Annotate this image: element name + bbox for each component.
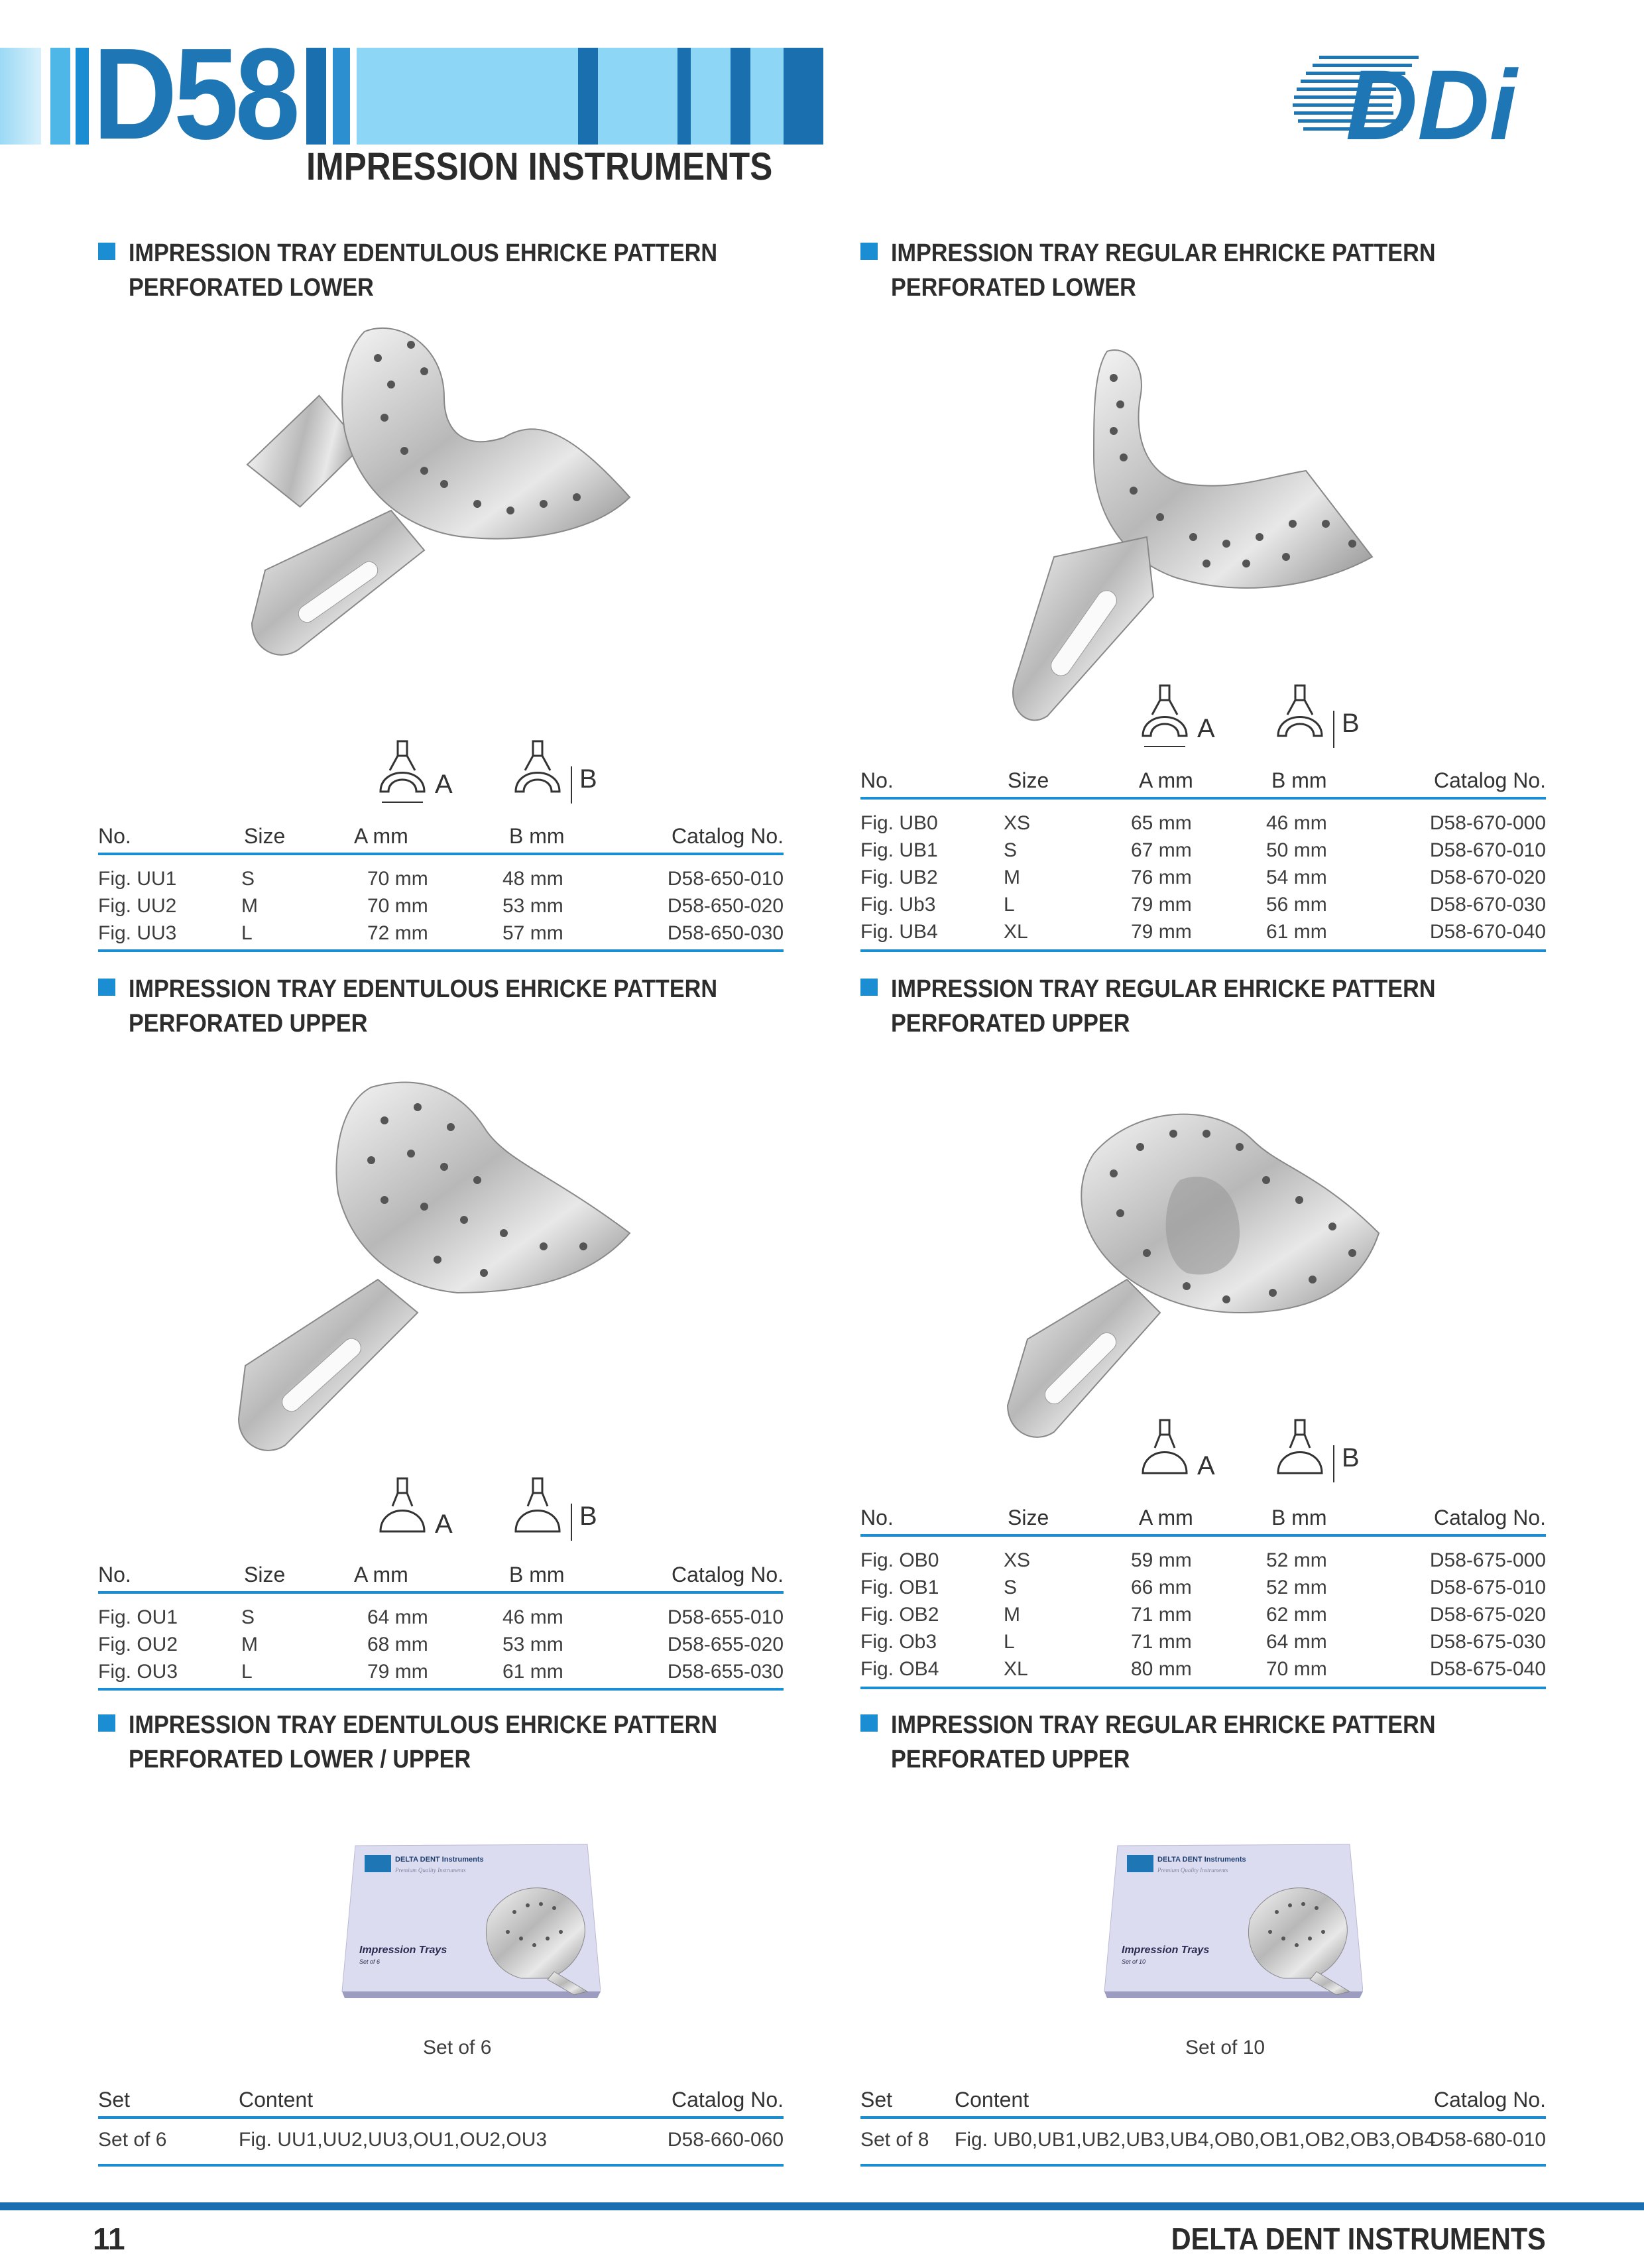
cell-size: L	[241, 1661, 253, 1683]
bullet-square-icon	[860, 979, 878, 996]
cell-size: L	[241, 922, 253, 944]
box-tagline: Premium Quality Instruments	[1157, 1867, 1228, 1874]
section-title-line1: IMPRESSION TRAY REGULAR EHRICKE PATTERN	[891, 975, 1436, 1003]
col-content: Content	[239, 2088, 314, 2112]
col-a: A mm	[354, 824, 408, 848]
section-title-line2: PERFORATED UPPER	[129, 1010, 368, 1038]
section-title-line1: IMPRESSION TRAY EDENTULOUS EHRICKE PATTERN	[129, 239, 718, 267]
cell-b: 61 mm	[502, 1661, 563, 1683]
box-subtitle: Set of 6	[359, 1958, 381, 1965]
cell-a: 66 mm	[1131, 1577, 1192, 1598]
cell-size: XL	[1004, 1658, 1028, 1680]
set-table-6	[98, 2083, 784, 2169]
dimension-b-label: B	[1342, 709, 1360, 738]
cell-b: 64 mm	[1266, 1631, 1327, 1653]
col-size: Size	[244, 1563, 286, 1586]
table-row	[860, 2127, 1546, 2154]
cell-b: 61 mm	[1266, 921, 1327, 943]
cell-set: Set of 8	[860, 2129, 929, 2151]
cell-size: L	[1004, 1631, 1015, 1653]
col-size: Size	[1008, 768, 1049, 792]
ddi-logo	[1293, 46, 1547, 147]
box-tagline: Premium Quality Instruments	[395, 1867, 466, 1874]
cell-size: M	[1004, 1604, 1020, 1626]
col-a: A mm	[354, 1563, 408, 1586]
cell-a: 76 mm	[1131, 866, 1192, 888]
cell-set: Set of 6	[98, 2129, 167, 2151]
table-bottom-rule	[860, 949, 1546, 952]
cell-b: 62 mm	[1266, 1604, 1327, 1626]
box-brand: DELTA DENT Instruments	[395, 1856, 484, 1864]
dimension-b-label: B	[579, 764, 597, 794]
tray-image-edentulous-lower	[225, 318, 636, 716]
cell-a: 71 mm	[1131, 1604, 1192, 1626]
dimension-b-label: B	[1342, 1443, 1360, 1472]
dimension-a-diagram	[375, 740, 455, 813]
section-title-line2: PERFORATED UPPER	[891, 1746, 1130, 1773]
cell-no: Fig. Ob3	[860, 1631, 937, 1653]
cell-a: 79 mm	[1131, 894, 1192, 916]
cell-a: 79 mm	[1131, 921, 1192, 943]
cell-b: 48 mm	[502, 868, 563, 890]
cell-size: M	[241, 895, 258, 917]
table-bottom-rule	[860, 2164, 1546, 2167]
col-no: No.	[98, 1563, 131, 1586]
cell-a: 71 mm	[1131, 1631, 1192, 1653]
box-title: Impression Trays	[359, 1944, 447, 1956]
section-title-line2: PERFORATED LOWER	[129, 274, 374, 302]
cell-b: 46 mm	[1266, 812, 1327, 834]
cell-a: 79 mm	[367, 1661, 428, 1683]
section-title-line2: PERFORATED LOWER	[891, 274, 1136, 302]
set-caption: Set of 6	[423, 2037, 492, 2059]
dimension-b-diagram	[510, 1477, 597, 1550]
set-caption: Set of 10	[1185, 2037, 1265, 2059]
table-row	[98, 2127, 784, 2154]
table-header	[860, 764, 1546, 800]
cell-catalog: D58-655-030	[667, 1661, 784, 1683]
cell-size: S	[1004, 839, 1018, 861]
col-catalog: Catalog No.	[672, 1563, 784, 1586]
dimension-a-diagram	[375, 1477, 455, 1550]
cell-a: 70 mm	[367, 895, 428, 917]
col-catalog: Catalog No.	[1434, 768, 1546, 792]
dimension-b-diagram	[1273, 684, 1360, 757]
col-b: B mm	[1271, 768, 1327, 792]
cell-no: Fig. OU2	[98, 1634, 178, 1655]
table-bottom-rule	[98, 1688, 784, 1691]
cell-catalog: D58-675-000	[1429, 1549, 1546, 1571]
footer-rule	[0, 2202, 1644, 2210]
col-size: Size	[1008, 1506, 1049, 1529]
col-set: Set	[860, 2088, 893, 2112]
cell-no: Fig. Ub3	[860, 894, 936, 916]
section-code: D58	[93, 21, 297, 166]
cell-no: Fig. OB1	[860, 1577, 939, 1598]
cell-a: 59 mm	[1131, 1549, 1192, 1571]
cell-b: 56 mm	[1266, 894, 1327, 916]
cell-a: 72 mm	[367, 922, 428, 944]
table-row	[860, 1602, 1546, 1629]
cell-catalog: D58-680-010	[1429, 2129, 1546, 2151]
footer-company: DELTA DENT INSTRUMENTS	[1171, 2222, 1546, 2256]
col-b: B mm	[509, 824, 565, 848]
cell-catalog: D58-670-040	[1429, 921, 1546, 943]
cell-b: 46 mm	[502, 1606, 563, 1628]
cell-no: Fig. UB2	[860, 866, 938, 888]
col-b: B mm	[509, 1563, 565, 1586]
cell-catalog: D58-675-010	[1429, 1577, 1546, 1598]
table-header	[98, 819, 784, 855]
section-title-line1: IMPRESSION TRAY REGULAR EHRICKE PATTERN	[891, 1711, 1436, 1739]
cell-a: 80 mm	[1131, 1658, 1192, 1680]
cell-b: 57 mm	[502, 922, 563, 944]
col-set: Set	[98, 2088, 131, 2112]
section-title-line1: IMPRESSION TRAY REGULAR EHRICKE PATTERN	[891, 239, 1436, 267]
cell-b: 52 mm	[1266, 1549, 1327, 1571]
cell-catalog: D58-650-020	[667, 895, 784, 917]
cell-no: Fig. UU2	[98, 895, 177, 917]
box-subtitle: Set of 10	[1122, 1958, 1146, 1965]
cell-no: Fig. UB0	[860, 812, 938, 834]
logo-text: DDi	[1346, 49, 1517, 147]
tray-image-edentulous-upper	[219, 1074, 636, 1459]
header-bar-left-stripe-1	[0, 48, 41, 145]
tray-image-regular-upper	[961, 1101, 1385, 1445]
cell-catalog: D58-655-010	[667, 1606, 784, 1628]
cell-content: Fig. UB0,UB1,UB2,UB3,UB4,OB0,OB1,OB2,OB3,OB4	[955, 2129, 1436, 2151]
cell-size: S	[241, 868, 255, 890]
spec-table-edentulous-upper	[98, 1558, 784, 1691]
table-header	[860, 1501, 1546, 1537]
cell-catalog: D58-675-020	[1429, 1604, 1546, 1626]
section-title-line1: IMPRESSION TRAY EDENTULOUS EHRICKE PATTERN	[129, 975, 718, 1003]
col-no: No.	[98, 824, 131, 848]
col-content: Content	[955, 2088, 1029, 2112]
cell-b: 70 mm	[1266, 1658, 1327, 1680]
dimension-b-diagram	[1273, 1419, 1360, 1492]
cell-b: 53 mm	[502, 895, 563, 917]
page-subtitle: IMPRESSION INSTRUMENTS	[306, 145, 773, 188]
bullet-square-icon	[860, 243, 878, 260]
table-row	[860, 1656, 1546, 1683]
cell-no: Fig. OB0	[860, 1549, 939, 1571]
dimension-a-label: A	[435, 770, 453, 799]
col-catalog: Catalog No.	[672, 2088, 784, 2112]
table-row	[860, 1575, 1546, 1602]
set-box-image-6	[335, 1839, 601, 1998]
table-row	[98, 1632, 784, 1659]
cell-no: Fig. OB4	[860, 1658, 939, 1680]
bullet-square-icon	[860, 1714, 878, 1732]
cell-a: 64 mm	[367, 1606, 428, 1628]
page-number: 11	[93, 2222, 125, 2256]
box-title: Impression Trays	[1122, 1944, 1210, 1956]
table-row	[860, 892, 1546, 919]
cell-catalog: D58-670-030	[1429, 894, 1546, 916]
cell-catalog: D58-675-040	[1429, 1658, 1546, 1680]
cell-catalog: D58-655-020	[667, 1634, 784, 1655]
cell-catalog: D58-650-010	[667, 868, 784, 890]
dimension-a-diagram	[1138, 1419, 1217, 1492]
cell-no: Fig. OB2	[860, 1604, 939, 1626]
table-row	[860, 1547, 1546, 1575]
set-table-10	[860, 2083, 1546, 2169]
dimension-b-diagram	[510, 740, 597, 813]
table-header	[98, 1558, 784, 1594]
cell-size: S	[1004, 1577, 1018, 1598]
cell-size: M	[1004, 866, 1020, 888]
cell-no: Fig. UU1	[98, 868, 177, 890]
header-bar-right	[306, 48, 823, 145]
table-header	[98, 2083, 784, 2119]
table-row	[860, 919, 1546, 946]
dimension-a-label: A	[1197, 714, 1215, 743]
cell-a: 68 mm	[367, 1634, 428, 1655]
table-row	[98, 1659, 784, 1686]
cell-content: Fig. UU1,UU2,UU3,OU1,OU2,OU3	[239, 2129, 548, 2151]
table-row	[860, 1629, 1546, 1656]
cell-size: XS	[1004, 1549, 1031, 1571]
dimension-a-label: A	[1197, 1451, 1215, 1480]
cell-catalog: D58-675-030	[1429, 1631, 1546, 1653]
section-title-line2: PERFORATED LOWER / UPPER	[129, 1746, 471, 1773]
table-bottom-rule	[98, 2164, 784, 2167]
bullet-square-icon	[98, 979, 115, 996]
cell-a: 67 mm	[1131, 839, 1192, 861]
cell-no: Fig. OU3	[98, 1661, 178, 1683]
col-no: No.	[860, 1506, 894, 1529]
table-header	[860, 2083, 1546, 2119]
tray-image-regular-lower	[955, 345, 1379, 729]
cell-size: XS	[1004, 812, 1031, 834]
box-brand: DELTA DENT Instruments	[1157, 1856, 1246, 1864]
header-bar-left-stripe-2	[50, 48, 70, 145]
dimension-a-label: A	[435, 1510, 453, 1539]
cell-catalog: D58-670-010	[1429, 839, 1546, 861]
dimension-b-label: B	[579, 1502, 597, 1531]
section-title-line1: IMPRESSION TRAY EDENTULOUS EHRICKE PATTERN	[129, 1711, 718, 1739]
bullet-square-icon	[98, 243, 115, 260]
cell-size: S	[241, 1606, 255, 1628]
col-size: Size	[244, 824, 286, 848]
cell-size: L	[1004, 894, 1015, 916]
bullet-square-icon	[98, 1714, 115, 1732]
table-bottom-rule	[860, 1687, 1546, 1689]
spec-table-edentulous-lower	[98, 819, 784, 944]
col-catalog: Catalog No.	[1434, 1506, 1546, 1529]
cell-b: 50 mm	[1266, 839, 1327, 861]
cell-size: M	[241, 1634, 258, 1655]
cell-a: 65 mm	[1131, 812, 1192, 834]
cell-catalog: D58-660-060	[667, 2129, 784, 2151]
cell-b: 52 mm	[1266, 1577, 1327, 1598]
cell-catalog: D58-670-000	[1429, 812, 1546, 834]
cell-no: Fig. UB4	[860, 921, 938, 943]
dimension-a-diagram	[1138, 684, 1217, 757]
cell-a: 70 mm	[367, 868, 428, 890]
col-catalog: Catalog No.	[1434, 2088, 1546, 2112]
cell-no: Fig. UB1	[860, 839, 938, 861]
col-a: A mm	[1139, 1506, 1193, 1529]
col-b: B mm	[1271, 1506, 1327, 1529]
table-row	[860, 810, 1546, 837]
table-row	[98, 1604, 784, 1632]
cell-no: Fig. UU3	[98, 922, 177, 944]
cell-catalog: D58-670-020	[1429, 866, 1546, 888]
set-box-image-10	[1098, 1839, 1363, 1998]
col-catalog: Catalog No.	[672, 824, 784, 848]
cell-catalog: D58-650-030	[667, 922, 784, 944]
header-bar-left-stripe-3	[76, 48, 89, 145]
cell-no: Fig. OU1	[98, 1606, 178, 1628]
table-row	[98, 920, 784, 947]
section-title-line2: PERFORATED UPPER	[891, 1010, 1130, 1038]
spec-table-regular-lower	[860, 764, 1546, 956]
table-row	[860, 837, 1546, 865]
table-row	[860, 865, 1546, 892]
col-a: A mm	[1139, 768, 1193, 792]
col-no: No.	[860, 768, 894, 792]
cell-b: 53 mm	[502, 1634, 563, 1655]
spec-table-regular-upper	[860, 1501, 1546, 1693]
table-row	[98, 893, 784, 920]
cell-b: 54 mm	[1266, 866, 1327, 888]
cell-size: XL	[1004, 921, 1028, 943]
table-row	[98, 866, 784, 893]
table-bottom-rule	[98, 949, 784, 952]
